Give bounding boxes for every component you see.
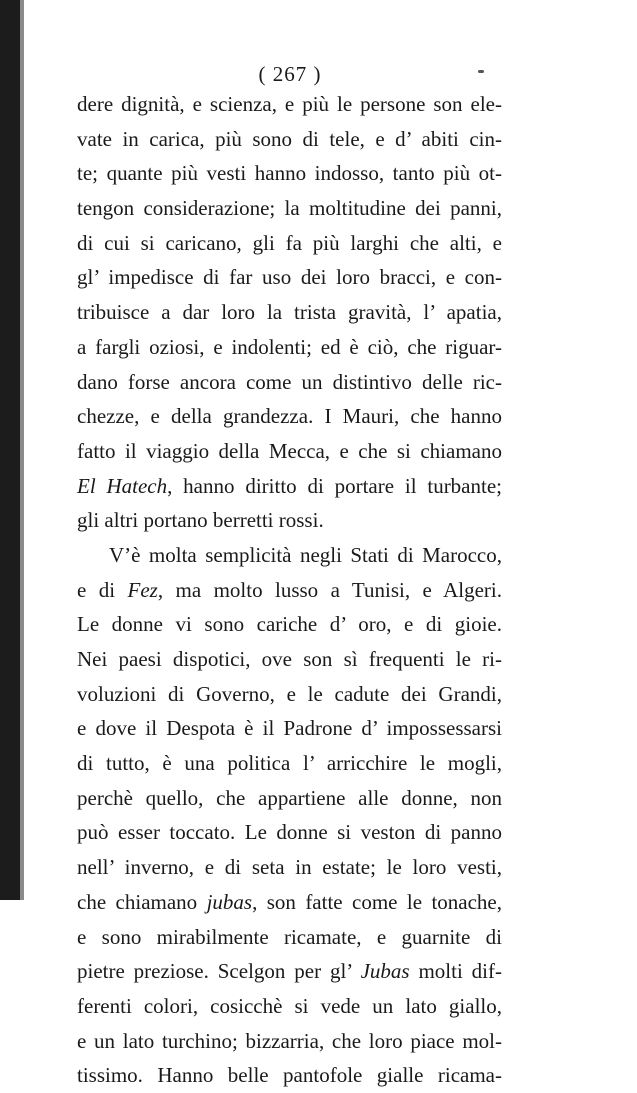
- text-line: [77, 573, 502, 608]
- text-line: [77, 850, 502, 885]
- line-text: che chiamano: [77, 889, 207, 914]
- text-line: [77, 156, 502, 191]
- line-text: nell’ inverno, e di seta in estate; le loro vesti,: [77, 855, 502, 880]
- text-line: [77, 538, 502, 573]
- line-text: chezze, e della grandezza. I Mauri, che hanno: [77, 404, 502, 429]
- line-text: vate in carica, più sono di tele, e d’ abiti cin-: [77, 126, 502, 151]
- line-text: , ma molto lusso a Tunisi, e Algeri.: [157, 577, 503, 602]
- page-number: ( 267 ): [258, 62, 322, 86]
- text-line: [77, 815, 502, 850]
- text-line: [77, 503, 502, 538]
- text-line: [77, 87, 502, 122]
- text-line: [77, 989, 502, 1024]
- text-line: [77, 954, 502, 989]
- text-line: [77, 746, 502, 781]
- line-text: gli altri portano berretti rossi.: [77, 508, 324, 533]
- text-line: [77, 677, 502, 712]
- line-text: tribuisce a dar loro la trista gravità, l’ apatia,: [77, 300, 502, 325]
- text-line: [77, 607, 502, 642]
- body-text: [77, 87, 502, 1093]
- text-line: [77, 365, 502, 400]
- line-text: Le donne vi sono cariche d’ oro, e di gioie.: [77, 612, 502, 637]
- italic-text: Fez: [127, 577, 158, 602]
- line-text: fatto il viaggio della Mecca, e che si chiamano: [77, 438, 502, 463]
- text-line: [77, 295, 502, 330]
- text-line: [77, 1058, 502, 1093]
- text-line: [77, 260, 502, 295]
- text-line: [77, 1024, 502, 1059]
- text-line: [77, 885, 502, 920]
- ink-speck: [478, 70, 484, 73]
- line-text: dere dignità, e scienza, e più le persone son ele-: [77, 92, 502, 116]
- text-line: [77, 226, 502, 261]
- italic-text: jubas: [206, 889, 253, 914]
- scan-binding-edge: [0, 0, 20, 900]
- line-text: di cui si caricano, gli fa più larghi che alti, e: [77, 230, 502, 255]
- text-line: [77, 920, 502, 955]
- line-text: V’è molta semplicità negli Stati di Marocco,: [109, 542, 502, 567]
- line-text: perchè quello, che appartiene alle donne, non: [77, 785, 502, 810]
- line-text: e di: [77, 577, 128, 602]
- italic-text: Jubas: [360, 959, 410, 984]
- text-line: [77, 469, 502, 504]
- line-text: voluzioni di Governo, e le cadute dei Grandi,: [77, 681, 502, 706]
- text-line: [77, 711, 502, 746]
- text-line: [77, 122, 502, 157]
- line-text: pietre preziose. Scelgon per gl’: [77, 959, 361, 984]
- line-text: Nei paesi dispotici, ove son sì frequenti le ri-: [77, 647, 502, 671]
- text-line: [77, 781, 502, 816]
- italic-text: El Hatech: [77, 473, 168, 498]
- line-text: può esser toccato. Le donne si veston di panno: [77, 820, 502, 845]
- text-line: [77, 191, 502, 226]
- line-text: te; quante più vesti hanno indosso, tanto più ot-: [77, 161, 502, 186]
- scan-binding-shadow: [20, 0, 24, 900]
- line-text: e dove il Despota è il Padrone d’ impossessarsi: [77, 716, 502, 741]
- line-text: ferenti colori, cosicchè si vede un lato giallo,: [77, 993, 502, 1018]
- text-line: [77, 642, 502, 677]
- line-text: di tutto, è una politica l’ arricchire le mogli,: [77, 751, 502, 776]
- line-text: a fargli oziosi, e indolenti; ed è ciò, che riguar-: [77, 334, 502, 359]
- line-text: e sono mirabilmente ricamate, e guarnite di: [77, 924, 502, 949]
- line-text: tengon considerazione; la moltitudine dei panni,: [77, 196, 502, 221]
- line-text: tissimo. Hanno belle pantofole gialle ricama-: [77, 1063, 502, 1088]
- line-text: , hanno diritto di portare il turbante;: [167, 473, 502, 498]
- line-text: molti dif-: [409, 959, 502, 984]
- line-text: e un lato turchino; bizzarria, che loro piace mol-: [77, 1028, 502, 1053]
- text-line: [77, 434, 502, 469]
- text-line: [77, 399, 502, 434]
- line-text: dano forse ancora come un distintivo delle ric-: [77, 369, 502, 394]
- text-line: [77, 330, 502, 365]
- line-text: gl’ impedisce di far uso dei loro bracci, e con-: [77, 265, 502, 290]
- line-text: , son fatte come le tonache,: [252, 889, 502, 914]
